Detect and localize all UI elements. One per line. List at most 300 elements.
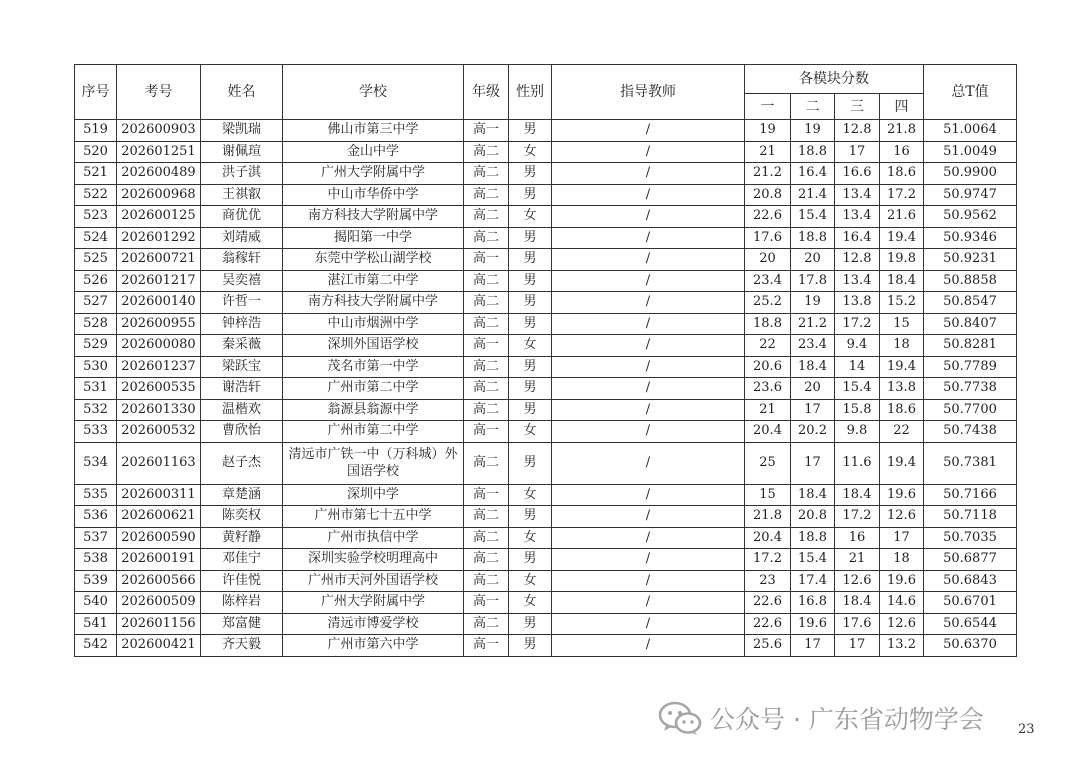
cell-m3: 12.8 (835, 249, 880, 271)
header-modules: 各模块分数 (745, 65, 924, 94)
cell-name: 黄籽静 (201, 527, 283, 549)
cell-m1: 21 (745, 141, 791, 163)
cell-exam-no: 202600140 (117, 292, 201, 314)
cell-total: 51.0049 (924, 141, 1017, 163)
cell-teacher: / (552, 206, 745, 228)
cell-m2: 16.8 (791, 592, 835, 614)
cell-m3: 12.6 (835, 570, 880, 592)
cell-m2: 20.2 (791, 421, 835, 443)
cell-total: 50.7700 (924, 399, 1017, 421)
cell-grade: 高二 (464, 141, 509, 163)
cell-total: 50.8407 (924, 313, 1017, 335)
cell-m3: 13.4 (835, 184, 880, 206)
header-exam-no: 考号 (117, 65, 201, 120)
table-row (75, 484, 1017, 506)
cell-total: 50.8547 (924, 292, 1017, 314)
cell-name: 陈梓岩 (201, 592, 283, 614)
cell-school: 湛江市第二中学 (283, 270, 464, 292)
cell-teacher: / (552, 613, 745, 635)
cell-m2: 15.4 (791, 206, 835, 228)
header-teacher: 指导教师 (552, 65, 745, 120)
cell-m2: 19.6 (791, 613, 835, 635)
cell-m4: 19.8 (880, 249, 924, 271)
table-row (75, 184, 1017, 206)
cell-gender: 女 (509, 141, 552, 163)
cell-name: 齐天毅 (201, 635, 283, 657)
cell-teacher: / (552, 570, 745, 592)
cell-m1: 25 (745, 442, 791, 484)
cell-grade: 高一 (464, 421, 509, 443)
header-seq: 序号 (75, 65, 117, 120)
cell-total: 50.7738 (924, 378, 1017, 400)
cell-m3: 16 (835, 527, 880, 549)
cell-teacher: / (552, 635, 745, 657)
cell-m1: 18.8 (745, 313, 791, 335)
cell-m3: 12.8 (835, 120, 880, 142)
cell-m2: 18.4 (791, 356, 835, 378)
cell-seq: 536 (75, 506, 117, 528)
cell-name: 温楷欢 (201, 399, 283, 421)
cell-teacher: / (552, 184, 745, 206)
cell-gender: 男 (509, 613, 552, 635)
cell-grade: 高二 (464, 206, 509, 228)
cell-total: 50.8858 (924, 270, 1017, 292)
cell-m1: 23.6 (745, 378, 791, 400)
cell-seq: 520 (75, 141, 117, 163)
cell-school: 南方科技大学附属中学 (283, 292, 464, 314)
table-row (75, 613, 1017, 635)
cell-seq: 529 (75, 335, 117, 357)
cell-seq: 534 (75, 442, 117, 484)
cell-m1: 25.6 (745, 635, 791, 657)
cell-gender: 男 (509, 356, 552, 378)
cell-name: 曹欣怡 (201, 421, 283, 443)
cell-name: 梁跃宝 (201, 356, 283, 378)
cell-total: 50.7035 (924, 527, 1017, 549)
cell-m3: 9.4 (835, 335, 880, 357)
cell-school: 广州市天河外国语学校 (283, 570, 464, 592)
cell-gender: 男 (509, 120, 552, 142)
cell-name: 谢佩瑄 (201, 141, 283, 163)
cell-exam-no: 202601217 (117, 270, 201, 292)
cell-m2: 16.4 (791, 163, 835, 185)
cell-school: 清远市博爱学校 (283, 613, 464, 635)
cell-m2: 17.4 (791, 570, 835, 592)
cell-seq: 537 (75, 527, 117, 549)
cell-exam-no: 202600080 (117, 335, 201, 357)
cell-m4: 15 (880, 313, 924, 335)
cell-m3: 17.6 (835, 613, 880, 635)
cell-m3: 17.2 (835, 313, 880, 335)
table-header (75, 65, 1017, 120)
cell-grade: 高二 (464, 356, 509, 378)
cell-m1: 20.6 (745, 356, 791, 378)
cell-gender: 女 (509, 206, 552, 228)
cell-school: 广州市第二中学 (283, 421, 464, 443)
cell-gender: 男 (509, 184, 552, 206)
cell-gender: 男 (509, 292, 552, 314)
header-module-2: 二 (791, 94, 835, 120)
header-name: 姓名 (201, 65, 283, 120)
cell-m1: 22.6 (745, 206, 791, 228)
cell-school: 广州市第七十五中学 (283, 506, 464, 528)
cell-m4: 16 (880, 141, 924, 163)
cell-seq: 525 (75, 249, 117, 271)
cell-exam-no: 202600532 (117, 421, 201, 443)
cell-total: 50.9231 (924, 249, 1017, 271)
cell-grade: 高二 (464, 613, 509, 635)
cell-teacher: / (552, 399, 745, 421)
cell-grade: 高二 (464, 527, 509, 549)
header-module-4: 四 (880, 94, 924, 120)
cell-m4: 17 (880, 527, 924, 549)
cell-name: 邓佳宁 (201, 549, 283, 571)
cell-m1: 22.6 (745, 592, 791, 614)
table-row (75, 249, 1017, 271)
cell-teacher: / (552, 120, 745, 142)
header-grade: 年级 (464, 65, 509, 120)
cell-m1: 20 (745, 249, 791, 271)
table-row (75, 399, 1017, 421)
table-row (75, 313, 1017, 335)
table-row (75, 506, 1017, 528)
cell-grade: 高二 (464, 163, 509, 185)
cell-teacher: / (552, 421, 745, 443)
cell-teacher: / (552, 549, 745, 571)
cell-exam-no: 202601251 (117, 141, 201, 163)
cell-m4: 15.2 (880, 292, 924, 314)
cell-m3: 16.4 (835, 227, 880, 249)
cell-m3: 9.8 (835, 421, 880, 443)
cell-grade: 高二 (464, 270, 509, 292)
cell-m3: 13.8 (835, 292, 880, 314)
cell-m1: 21.2 (745, 163, 791, 185)
cell-school: 广州市第六中学 (283, 635, 464, 657)
cell-name: 陈奕权 (201, 506, 283, 528)
cell-seq: 538 (75, 549, 117, 571)
page-number: 23 (1018, 722, 1035, 737)
cell-exam-no: 202600191 (117, 549, 201, 571)
cell-exam-no: 202600535 (117, 378, 201, 400)
cell-gender: 女 (509, 421, 552, 443)
cell-total: 50.9747 (924, 184, 1017, 206)
cell-teacher: / (552, 141, 745, 163)
cell-gender: 女 (509, 527, 552, 549)
cell-m4: 21.8 (880, 120, 924, 142)
cell-m2: 17 (791, 635, 835, 657)
cell-gender: 女 (509, 570, 552, 592)
cell-m2: 19 (791, 120, 835, 142)
cell-grade: 高二 (464, 399, 509, 421)
cell-exam-no: 202600721 (117, 249, 201, 271)
cell-m3: 13.4 (835, 206, 880, 228)
cell-m2: 19 (791, 292, 835, 314)
cell-exam-no: 202600903 (117, 120, 201, 142)
cell-teacher: / (552, 227, 745, 249)
cell-m4: 19.4 (880, 227, 924, 249)
cell-gender: 男 (509, 270, 552, 292)
footer-text: 公众号 · 广东省动物学会 (710, 705, 984, 734)
cell-teacher: / (552, 527, 745, 549)
cell-school: 金山中学 (283, 141, 464, 163)
cell-m1: 20.4 (745, 527, 791, 549)
cell-exam-no: 202600621 (117, 506, 201, 528)
cell-m4: 22 (880, 421, 924, 443)
cell-seq: 523 (75, 206, 117, 228)
cell-seq: 531 (75, 378, 117, 400)
cell-m3: 14 (835, 356, 880, 378)
table-row (75, 163, 1017, 185)
cell-gender: 女 (509, 484, 552, 506)
cell-grade: 高二 (464, 292, 509, 314)
cell-school: 佛山市第三中学 (283, 120, 464, 142)
cell-name: 许佳悦 (201, 570, 283, 592)
header-gender: 性别 (509, 65, 552, 120)
cell-name: 钟梓浩 (201, 313, 283, 335)
cell-seq: 528 (75, 313, 117, 335)
cell-name: 商优优 (201, 206, 283, 228)
cell-total: 50.6877 (924, 549, 1017, 571)
cell-school: 广州市执信中学 (283, 527, 464, 549)
cell-total: 51.0064 (924, 120, 1017, 142)
cell-m2: 17 (791, 399, 835, 421)
cell-m3: 17 (835, 635, 880, 657)
cell-m4: 19.4 (880, 356, 924, 378)
cell-m1: 25.2 (745, 292, 791, 314)
cell-grade: 高一 (464, 592, 509, 614)
cell-seq: 541 (75, 613, 117, 635)
cell-m3: 13.4 (835, 270, 880, 292)
cell-name: 谢浩轩 (201, 378, 283, 400)
cell-exam-no: 202600955 (117, 313, 201, 335)
header-total: 总T值 (924, 65, 1017, 120)
cell-total: 50.6843 (924, 570, 1017, 592)
cell-gender: 男 (509, 506, 552, 528)
cell-gender: 男 (509, 249, 552, 271)
cell-gender: 女 (509, 335, 552, 357)
results-table (74, 64, 1017, 657)
cell-m3: 11.6 (835, 442, 880, 484)
cell-m4: 13.2 (880, 635, 924, 657)
cell-m1: 21.8 (745, 506, 791, 528)
cell-m2: 20 (791, 249, 835, 271)
cell-name: 许哲一 (201, 292, 283, 314)
table-row (75, 442, 1017, 484)
cell-m2: 17.8 (791, 270, 835, 292)
cell-m1: 22.6 (745, 613, 791, 635)
table-row (75, 206, 1017, 228)
cell-grade: 高一 (464, 635, 509, 657)
cell-total: 50.9900 (924, 163, 1017, 185)
cell-m1: 17.2 (745, 549, 791, 571)
cell-m4: 19.4 (880, 442, 924, 484)
cell-m2: 23.4 (791, 335, 835, 357)
cell-school: 南方科技大学附属中学 (283, 206, 464, 228)
cell-school: 深圳外国语学校 (283, 335, 464, 357)
cell-name: 吴奕禧 (201, 270, 283, 292)
cell-m4: 18.6 (880, 399, 924, 421)
header-school: 学校 (283, 65, 464, 120)
cell-seq: 522 (75, 184, 117, 206)
cell-teacher: / (552, 592, 745, 614)
cell-seq: 535 (75, 484, 117, 506)
table-row (75, 570, 1017, 592)
cell-school: 深圳实验学校明理高中 (283, 549, 464, 571)
table-body (75, 120, 1017, 657)
cell-m2: 18.8 (791, 527, 835, 549)
cell-exam-no: 202601163 (117, 442, 201, 484)
cell-gender: 男 (509, 549, 552, 571)
table-row (75, 527, 1017, 549)
cell-m4: 12.6 (880, 613, 924, 635)
cell-grade: 高二 (464, 506, 509, 528)
cell-seq: 530 (75, 356, 117, 378)
cell-seq: 532 (75, 399, 117, 421)
cell-teacher: / (552, 270, 745, 292)
cell-teacher: / (552, 378, 745, 400)
cell-m2: 17 (791, 442, 835, 484)
cell-m3: 15.8 (835, 399, 880, 421)
cell-gender: 男 (509, 635, 552, 657)
cell-m4: 12.6 (880, 506, 924, 528)
cell-total: 50.7438 (924, 421, 1017, 443)
cell-seq: 521 (75, 163, 117, 185)
cell-name: 郑富健 (201, 613, 283, 635)
cell-total: 50.7118 (924, 506, 1017, 528)
cell-teacher: / (552, 506, 745, 528)
cell-seq: 533 (75, 421, 117, 443)
cell-exam-no: 202600311 (117, 484, 201, 506)
cell-exam-no: 202600566 (117, 570, 201, 592)
cell-gender: 男 (509, 442, 552, 484)
cell-grade: 高二 (464, 549, 509, 571)
cell-name: 翁稼轩 (201, 249, 283, 271)
cell-school: 揭阳第一中学 (283, 227, 464, 249)
cell-m2: 20.8 (791, 506, 835, 528)
cell-name: 梁凯瑞 (201, 120, 283, 142)
cell-seq: 527 (75, 292, 117, 314)
cell-exam-no: 202600590 (117, 527, 201, 549)
cell-total: 50.9562 (924, 206, 1017, 228)
table-row (75, 335, 1017, 357)
table-row (75, 292, 1017, 314)
table-row (75, 227, 1017, 249)
cell-grade: 高二 (464, 378, 509, 400)
footer-watermark (658, 700, 984, 736)
cell-total: 50.6544 (924, 613, 1017, 635)
cell-seq: 542 (75, 635, 117, 657)
cell-grade: 高二 (464, 570, 509, 592)
cell-m2: 21.2 (791, 313, 835, 335)
cell-exam-no: 202600125 (117, 206, 201, 228)
cell-grade: 高一 (464, 120, 509, 142)
cell-m1: 23 (745, 570, 791, 592)
cell-seq: 539 (75, 570, 117, 592)
cell-total: 50.9346 (924, 227, 1017, 249)
cell-m2: 15.4 (791, 549, 835, 571)
cell-exam-no: 202601330 (117, 399, 201, 421)
cell-m3: 15.4 (835, 378, 880, 400)
cell-total: 50.7789 (924, 356, 1017, 378)
cell-m1: 20.8 (745, 184, 791, 206)
cell-name: 赵子杰 (201, 442, 283, 484)
cell-m3: 18.4 (835, 592, 880, 614)
cell-gender: 男 (509, 399, 552, 421)
cell-total: 50.7381 (924, 442, 1017, 484)
cell-name: 洪子淇 (201, 163, 283, 185)
cell-m3: 16.6 (835, 163, 880, 185)
cell-grade: 高二 (464, 442, 509, 484)
cell-m4: 19.6 (880, 570, 924, 592)
cell-exam-no: 202601156 (117, 613, 201, 635)
header-module-3: 三 (835, 94, 880, 120)
cell-m3: 21 (835, 549, 880, 571)
cell-m4: 21.6 (880, 206, 924, 228)
cell-school: 茂名市第一中学 (283, 356, 464, 378)
cell-grade: 高一 (464, 249, 509, 271)
cell-gender: 男 (509, 378, 552, 400)
cell-m2: 18.4 (791, 484, 835, 506)
cell-school: 清远市广铁一中（万科城）外国语学校 (283, 442, 464, 484)
cell-teacher: / (552, 292, 745, 314)
cell-m3: 18.4 (835, 484, 880, 506)
cell-seq: 526 (75, 270, 117, 292)
table-row (75, 421, 1017, 443)
cell-m2: 18.8 (791, 141, 835, 163)
cell-m4: 19.6 (880, 484, 924, 506)
cell-total: 50.6370 (924, 635, 1017, 657)
cell-school: 中山市华侨中学 (283, 184, 464, 206)
cell-teacher: / (552, 163, 745, 185)
cell-m4: 14.6 (880, 592, 924, 614)
cell-m2: 21.4 (791, 184, 835, 206)
cell-exam-no: 202601292 (117, 227, 201, 249)
cell-grade: 高一 (464, 335, 509, 357)
cell-m1: 15 (745, 484, 791, 506)
cell-school: 中山市烟洲中学 (283, 313, 464, 335)
cell-name: 章楚涵 (201, 484, 283, 506)
cell-name: 王祺叡 (201, 184, 283, 206)
cell-school: 广州大学附属中学 (283, 163, 464, 185)
cell-name: 秦采薇 (201, 335, 283, 357)
cell-m2: 20 (791, 378, 835, 400)
cell-school: 广州市第二中学 (283, 378, 464, 400)
cell-teacher: / (552, 335, 745, 357)
cell-exam-no: 202601237 (117, 356, 201, 378)
cell-teacher: / (552, 484, 745, 506)
cell-grade: 高二 (464, 313, 509, 335)
cell-name: 刘靖威 (201, 227, 283, 249)
cell-exam-no: 202600509 (117, 592, 201, 614)
cell-total: 50.6701 (924, 592, 1017, 614)
cell-school: 深圳中学 (283, 484, 464, 506)
table-row (75, 270, 1017, 292)
cell-gender: 男 (509, 227, 552, 249)
table-row (75, 120, 1017, 142)
table-row (75, 635, 1017, 657)
table-row (75, 141, 1017, 163)
cell-school: 翁源县翁源中学 (283, 399, 464, 421)
cell-grade: 高二 (464, 184, 509, 206)
cell-seq: 519 (75, 120, 117, 142)
wechat-icon (658, 700, 702, 736)
cell-m1: 21 (745, 399, 791, 421)
cell-seq: 524 (75, 227, 117, 249)
cell-total: 50.7166 (924, 484, 1017, 506)
cell-m1: 22 (745, 335, 791, 357)
cell-seq: 540 (75, 592, 117, 614)
cell-exam-no: 202600489 (117, 163, 201, 185)
